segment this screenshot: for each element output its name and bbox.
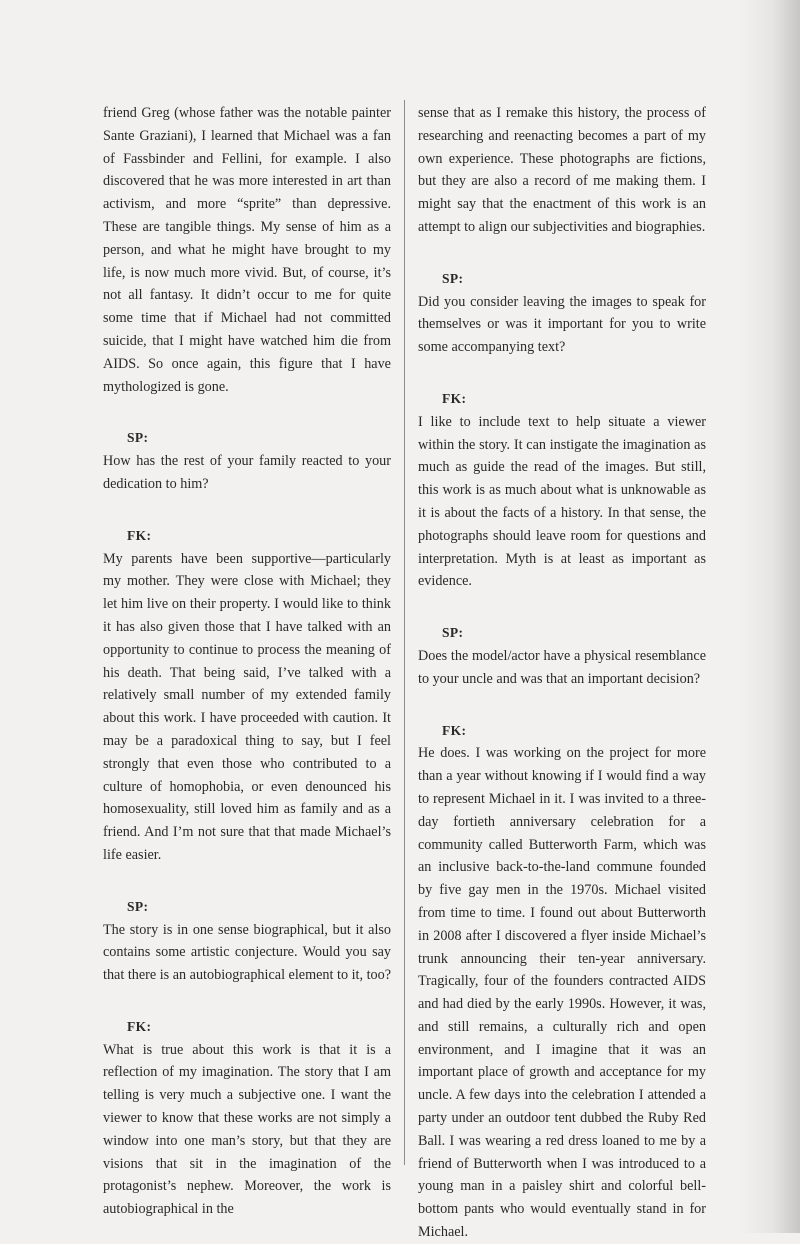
- question-accompanying-text: Did you consider leaving the images to speak for themselves or was it important for you to write some accompanying text?: [418, 293, 706, 356]
- speaker-label: FK:: [127, 527, 152, 543]
- right-column: [418, 102, 706, 1244]
- left-column: [103, 102, 391, 1221]
- speaker-label: SP:: [127, 430, 149, 446]
- answer-family-reaction: My parents have been supportive—particularly my mother. They were close with Michael; they let him live on their property. I would like to think it has also given those that I have talked with an opportunity to continue to process the meaning of his death. That being said, I’ve talked with a relatively small number of my extended family about this work. I have proceeded with caution. It may be a paradoxical thing to say, but I feel strongly that even those who contributed to a culture of homophobia, or even denounced his homosexuality, still loved him as family and as a friend. And I’m not sure that that made Michael’s life easier.: [103, 550, 391, 863]
- right-paragraph-continuation: sense that as I remake this history, the process of researching and reenacting becomes a part of my own experience. These photographs are fictions, but they are also a record of me making them. I might say that the enactment of this work is an attempt to align our subjectivities and biographies.: [418, 105, 706, 235]
- speaker-label: SP:: [442, 270, 464, 286]
- speaker-label: FK:: [127, 1018, 152, 1034]
- column-divider: [404, 100, 405, 1165]
- left-paragraph-1: friend Greg (whose father was the notable painter Sante Graziani), I learned that Michael was a fan of Fassbinder and Fellini, for example. I also discovered that he was more interested in art than activism, and more “sprite” than depressive. These are tangible things. My sense of him as a person, and what he might have brought to my life, is now much more vivid. But, of course, it’s not all fantasy. It didn’t occur to me for quite some time that if Michael had not committed suicide, that I might have watched him die from AIDS. So once again, this figure that I have mythologized is gone.: [103, 105, 391, 395]
- question-model-resemblance: Does the model/actor have a physical resemblance to your uncle and was that an important decision?: [418, 647, 706, 687]
- answer-model-resemblance: He does. I was working on the project for more than a year without knowing if I would find a way to represent Michael in it. I was invited to a three-day fortieth anniversary celebration for a community called Butterworth Farm, which was an inclusive back-to-the-land commune founded by five gay men in the 1970s. Michael visited from time to time. I found out about Butterworth in 2008 after I discovered a flyer inside Michael’s trunk announcing their ten-year anniversary. Tragically, four of the founders contracted AIDS and had died by the early 1990s. However, it was, and still remains, a culturally rich and open environment, and I imagine that it was an important place of growth and acceptance for my uncle. A few days into the celebration I attended a party under an outdoor tent dubbed the Ruby Red Ball. I was wearing a red dress loaned to me by a friend of Butterworth when I was introduced to a young man in a paisley shirt and colorful bell-bottom pants who would eventually stand in for Michael.: [418, 745, 706, 1241]
- speaker-label: FK:: [442, 390, 467, 406]
- question-family-reaction: How has the rest of your family reacted to your dedication to him?: [103, 453, 391, 492]
- answer-accompanying-text: I like to include text to help situate a viewer within the story. It can instigate the imagination as much as guide the read of the images. But still, this work is as much about what is unknowable as it is about the facts of a history. In that sense, the photographs should leave room for questions and interpretation. Myth is at least as important as evidence.: [418, 413, 706, 590]
- answer-autobiographical: What is true about this work is that it is a reflection of my imagination. The story that I am telling is very much a subjective one. I want the viewer to know that these works are not simply a window into one man’s story, but that they are visions that sit in the imagination of the protagonist’s nephew. Moreover, the work is autobiographical in the: [103, 1041, 391, 1218]
- speaker-label: SP:: [127, 898, 149, 914]
- speaker-label: SP:: [442, 625, 464, 641]
- page-edge-shadow: [740, 0, 800, 1233]
- speaker-label: FK:: [442, 722, 467, 738]
- question-autobiographical: The story is in one sense biographical, but it also contains some artistic conjecture. Would you say that there is an autobiographical element to it, too?: [103, 921, 391, 984]
